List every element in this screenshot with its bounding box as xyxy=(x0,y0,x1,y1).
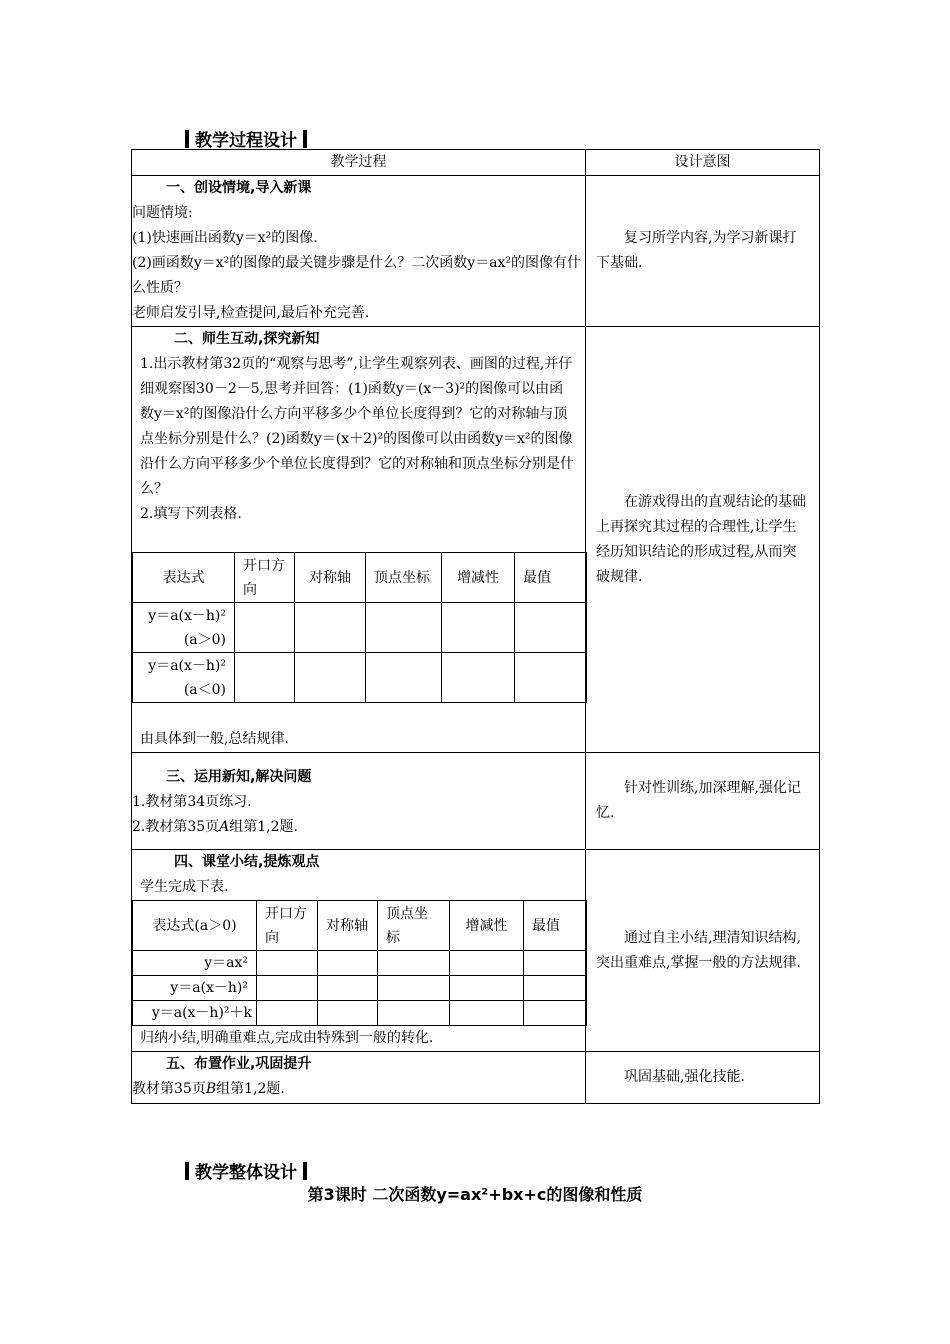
s3-line-1: 1.教材第34页练习. xyxy=(132,794,252,810)
heading-bar-left xyxy=(185,130,189,148)
section-5-intent: 巩固基础,强化技能. xyxy=(624,1069,745,1085)
s2-row-1-cell xyxy=(366,603,442,653)
table-row xyxy=(133,976,587,1001)
s2-fill-table xyxy=(132,552,587,703)
section-5-title: 五、布置作业,巩固提升 xyxy=(166,1056,312,1072)
s4-th-extreme: 最值 xyxy=(524,901,587,951)
table-row xyxy=(133,1001,587,1026)
s2-th-monotonic: 增减性 xyxy=(442,553,515,603)
s4-th-opening: 开口方向 xyxy=(257,901,318,951)
s4-row-1-expr: y＝ax² xyxy=(133,951,257,976)
heading-bar-left xyxy=(185,1162,189,1180)
s4-row-2-expr: y＝a(x－h)² xyxy=(133,976,257,1001)
s4-line-1: 学生完成下表. xyxy=(140,879,229,895)
section-2-intent: 在游戏得出的直观结论的基础上再探究其过程的合理性,让学生经历知识结论的形成过程,从而突破规律. xyxy=(596,493,806,585)
section-4-content xyxy=(132,850,586,1052)
table-row xyxy=(133,653,587,703)
heading-bar-right xyxy=(303,130,307,148)
s4-th-axis: 对称轴 xyxy=(318,901,378,951)
s2-paragraph: 1.出示教材第32页的“观察与思考”,让学生观察列表、画图的过程,并仔细观察图30－2－5,思考并回答：(1)函数y＝(x－3)²的图像可以由函数y＝x²的图像沿什么方向平移多少个单位长度得到？它的对称轴与顶点坐标分别是什么？(2)函数y＝(x＋2)²的图像可以由函数y＝x²的图像沿什么方向平移多少个单位长度得到？它的对称轴和顶点坐标分别是什么？ xyxy=(140,356,574,497)
s1-line-3: (2)画函数y＝x²的图像的最关键步骤是什么？二次函数y＝ax²的图像有什么性质？ xyxy=(132,255,582,296)
section-3-intent-cell xyxy=(586,753,820,850)
s2-conclusion: 由具体到一般,总结规律. xyxy=(140,731,289,747)
s2-th-expr: 表达式 xyxy=(133,553,235,603)
s2-row-1-condition: (a＞0) xyxy=(183,631,226,648)
s2-th-vertex: 顶点坐标 xyxy=(366,553,442,603)
section-1-content xyxy=(132,176,586,327)
s2-row-2-cell xyxy=(442,653,515,703)
s2-row-1-cell xyxy=(295,603,366,653)
table-row xyxy=(133,603,587,653)
s2-row-2-cell xyxy=(366,653,442,703)
section-heading-process-design xyxy=(185,126,307,151)
heading-text: 教学整体设计 xyxy=(195,1163,297,1183)
section-5-content xyxy=(132,1052,586,1104)
s1-line-2: (1)快速画出函数y＝x²的图像. xyxy=(132,230,318,246)
table-row xyxy=(133,951,587,976)
section-3-content xyxy=(132,753,586,850)
s2-row-2-cell xyxy=(235,653,295,703)
s2-th-axis: 对称轴 xyxy=(295,553,366,603)
heading-text: 教学过程设计 xyxy=(195,131,297,151)
section-4-intent: 通过自主小结,理清知识结构,突出重难点,掌握一般的方法规律. xyxy=(596,929,801,971)
section-heading-overall-design xyxy=(185,1158,307,1183)
s2-row-2-formula: y＝a(x－h)² xyxy=(148,657,226,674)
s2-row-1-cell xyxy=(235,603,295,653)
s4-th-monotonic: 增减性 xyxy=(450,901,524,951)
s4-th-vertex: 顶点坐标 xyxy=(378,901,450,951)
s2-row-2-cell xyxy=(515,653,587,703)
section-4-title: 四、课堂小结,提炼观点 xyxy=(174,854,320,870)
s1-line-4: 老师启发引导,检查提问,最后补充完善. xyxy=(132,305,370,321)
s2-line-2: 2.填写下列表格. xyxy=(140,506,242,522)
section-2-content xyxy=(132,327,586,753)
s5-line: 教材第35页B组第1,2题. xyxy=(132,1081,285,1097)
s2-row-2-expr xyxy=(133,653,235,703)
section-1-title: 一、创设情境,导入新课 xyxy=(166,180,312,196)
heading-bar-right xyxy=(303,1162,307,1180)
s2-row-1-cell xyxy=(515,603,587,653)
section-2-intent-cell xyxy=(586,327,820,753)
s4-th-expr: 表达式(a＞0) xyxy=(133,901,257,951)
s2-row-1-expr xyxy=(133,603,235,653)
teaching-process-table xyxy=(131,149,820,1104)
section-2-title: 二、师生互动,探究新知 xyxy=(174,331,320,347)
section-3-intent: 针对性训练,加深理解,强化记忆. xyxy=(596,780,801,821)
section-1-intent-cell xyxy=(586,176,820,327)
col-header-process: 教学过程 xyxy=(132,150,586,176)
col-header-intent: 设计意图 xyxy=(586,150,820,176)
s3-line-2: 2.教材第35页A组第1,2题. xyxy=(132,819,299,835)
section-1-intent: 复习所学内容,为学习新课打下基础. xyxy=(596,230,797,271)
s4-row-3-expr: y＝a(x－h)²＋k xyxy=(133,1001,257,1026)
section-4-intent-cell xyxy=(586,850,820,1052)
s4-conclusion: 归纳小结,明确重难点,完成由特殊到一般的转化. xyxy=(140,1030,434,1046)
s2-th-extreme: 最值 xyxy=(515,553,587,603)
section-5-intent-cell xyxy=(586,1052,820,1104)
s1-line-1: 问题情境: xyxy=(132,205,193,221)
lesson-subtitle: 第3课时 二次函数y=ax²+bx+c的图像和性质 xyxy=(307,1185,643,1204)
s2-row-1-cell xyxy=(442,603,515,653)
s2-row-2-cell xyxy=(295,653,366,703)
s2-th-opening: 开口方向 xyxy=(235,553,295,603)
section-3-title: 三、运用新知,解决问题 xyxy=(166,769,312,785)
s2-row-1-formula: y＝a(x－h)² xyxy=(148,607,226,624)
s4-summary-table xyxy=(132,900,587,1026)
s2-row-2-condition: (a＜0) xyxy=(183,681,226,698)
